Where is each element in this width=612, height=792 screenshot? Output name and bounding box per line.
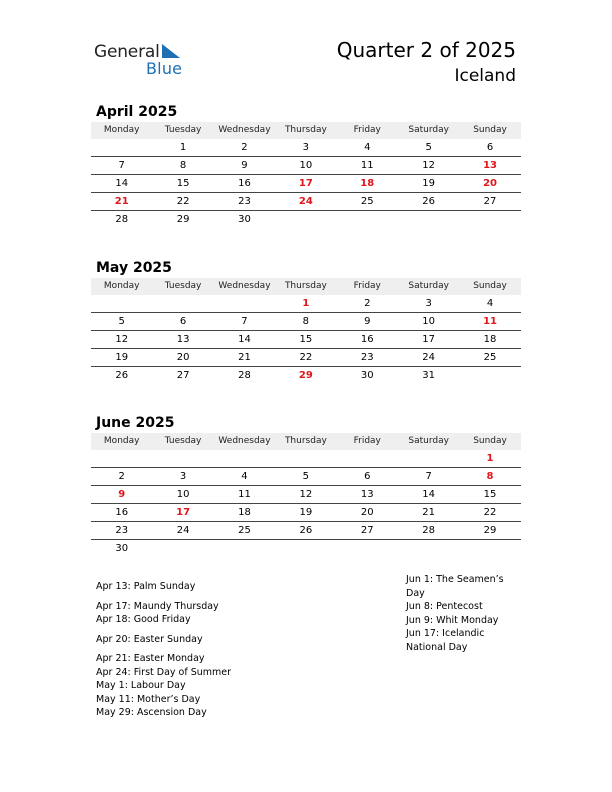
day-cell: 19	[422, 178, 436, 189]
day-cell: 27	[176, 370, 190, 381]
weekday-label: Thursday	[284, 436, 327, 446]
week-row	[91, 367, 521, 384]
week-row	[91, 522, 521, 540]
weekday-label: Tuesday	[164, 281, 202, 291]
day-cell: 17	[176, 507, 191, 518]
logo-general-text: General	[94, 42, 160, 62]
day-cell	[459, 367, 520, 384]
week-row	[91, 450, 521, 468]
day-cell: 8	[486, 471, 494, 482]
day-cell: 12	[115, 334, 129, 345]
weekday-label: Thursday	[284, 125, 327, 135]
week-row	[91, 139, 521, 157]
weekday-label: Friday	[353, 436, 381, 446]
day-cell: 18	[360, 178, 375, 189]
weekday-label: Wednesday	[218, 436, 271, 446]
day-cell: 17	[298, 178, 313, 189]
day-cell: 21	[422, 507, 436, 518]
day-cell: 13	[360, 489, 374, 500]
weekday-label: Sunday	[473, 281, 507, 291]
day-cell: 14	[238, 334, 251, 345]
day-cell: 24	[176, 525, 190, 536]
day-cell: 23	[238, 196, 251, 207]
day-cell: 6	[179, 316, 187, 327]
day-cell: 11	[483, 316, 497, 327]
weekday-label: Monday	[103, 125, 140, 135]
day-cell: 30	[360, 370, 374, 381]
month-april	[91, 102, 521, 228]
day-cell: 6	[486, 142, 494, 153]
holiday-note: Apr 24: First Day of Summer	[96, 666, 232, 678]
holiday-note: Apr 20: Easter Sunday	[96, 633, 203, 645]
day-cell: 26	[299, 525, 313, 536]
day-cell: 1	[302, 298, 310, 309]
month-title: May 2025	[96, 260, 172, 276]
weekday-label: Saturday	[408, 436, 449, 446]
day-cell: 28	[238, 370, 251, 381]
day-cell: 25	[360, 196, 374, 207]
holiday-note: Apr 13: Palm Sunday	[96, 581, 196, 592]
day-cell: 11	[238, 489, 251, 500]
day-cell: 15	[483, 489, 497, 500]
day-cell: 25	[483, 352, 497, 363]
day-cell: 16	[238, 178, 251, 189]
weekday-label: Monday	[103, 281, 140, 291]
day-cell: 8	[179, 160, 187, 171]
holiday-note: Apr 21: Easter Monday	[96, 653, 205, 664]
logo-blue-text: Blue	[146, 59, 183, 78]
day-cell	[91, 139, 152, 156]
day-cell: 19	[115, 352, 129, 363]
day-cell: 24	[422, 352, 436, 363]
day-cell: 14	[422, 489, 436, 500]
week-row	[91, 468, 521, 486]
weekday-label: Monday	[103, 436, 140, 446]
weekday-label: Wednesday	[218, 281, 271, 291]
day-cell	[152, 295, 213, 312]
week-row	[91, 295, 521, 313]
day-cell: 14	[115, 178, 129, 189]
weekday-label: Wednesday	[218, 125, 271, 135]
day-cell: 20	[176, 352, 190, 363]
month-june	[91, 413, 521, 557]
day-cell: 10	[422, 316, 436, 327]
day-cell: 28	[422, 525, 436, 536]
day-cell: 9	[364, 316, 371, 327]
day-cell: 10	[176, 489, 190, 500]
day-cell: 29	[483, 525, 497, 536]
holiday-notes-left	[96, 580, 231, 720]
day-cell: 5	[118, 316, 125, 327]
day-cell: 20	[483, 178, 497, 189]
day-cell: 11	[360, 160, 374, 171]
day-cell	[337, 211, 398, 228]
month-title: June 2025	[96, 415, 175, 431]
month-title: April 2025	[96, 104, 178, 120]
day-cell	[337, 450, 398, 467]
holiday-note: Apr 17: Maundy Thursday	[96, 600, 219, 612]
weekday-label: Saturday	[408, 125, 449, 135]
day-cell: 9	[118, 489, 126, 500]
week-row	[91, 540, 521, 557]
day-cell: 20	[360, 507, 374, 518]
weekday-label: Saturday	[408, 281, 449, 291]
day-cell: 5	[425, 142, 432, 153]
day-cell: 27	[483, 196, 497, 207]
day-cell: 30	[238, 214, 251, 225]
day-cell: 15	[176, 178, 190, 189]
day-cell: 16	[115, 507, 129, 518]
day-cell: 12	[299, 489, 313, 500]
week-row	[91, 504, 521, 522]
holiday-note: Jun 17: Icelandic	[406, 628, 485, 639]
holiday-note: Day	[406, 587, 425, 599]
page-title: Quarter 2 of 2025	[336, 38, 516, 62]
day-cell	[459, 540, 520, 557]
day-cell	[152, 540, 213, 557]
day-cell	[337, 540, 398, 557]
day-cell: 9	[241, 160, 248, 171]
day-cell	[152, 450, 213, 467]
holiday-note: May 29: Ascension Day	[96, 707, 207, 718]
day-cell	[459, 211, 520, 228]
day-cell: 7	[425, 471, 432, 482]
holiday-note: May 1: Labour Day	[96, 680, 186, 691]
week-row	[91, 175, 521, 193]
day-cell: 17	[422, 334, 436, 345]
week-row	[91, 331, 521, 349]
day-cell: 19	[299, 507, 313, 518]
day-cell	[214, 295, 275, 312]
day-cell	[398, 540, 459, 557]
day-cell	[398, 211, 459, 228]
day-cell: 24	[298, 196, 313, 207]
day-cell: 22	[483, 507, 497, 518]
day-cell: 2	[364, 298, 371, 309]
day-cell: 8	[302, 316, 310, 327]
day-cell	[398, 450, 459, 467]
weekday-header	[91, 433, 521, 450]
weekday-header	[91, 278, 521, 295]
holiday-note: May 11: Mother’s Day	[96, 693, 201, 705]
day-cell: 18	[483, 334, 497, 345]
holiday-note: Jun 9: Whit Monday	[406, 614, 499, 626]
day-cell: 3	[179, 471, 187, 482]
day-cell: 12	[422, 160, 436, 171]
day-cell: 4	[364, 142, 371, 153]
day-cell: 4	[486, 298, 494, 309]
day-cell: 25	[238, 525, 251, 536]
day-cell: 15	[299, 334, 313, 345]
weekday-label: Friday	[353, 125, 381, 135]
day-cell: 23	[360, 352, 374, 363]
day-cell: 26	[115, 370, 129, 381]
logo-triangle-icon	[160, 44, 180, 60]
day-cell: 2	[241, 142, 248, 153]
weekday-label: Thursday	[284, 281, 327, 291]
day-cell: 3	[302, 142, 310, 153]
logo	[94, 42, 194, 78]
day-cell: 23	[115, 525, 129, 536]
day-cell: 5	[302, 471, 310, 482]
week-row	[91, 313, 521, 331]
weekday-label: Tuesday	[164, 436, 202, 446]
weekday-label: Tuesday	[164, 125, 202, 135]
day-cell: 2	[118, 471, 125, 482]
holiday-note: Apr 18: Good Friday	[96, 614, 191, 625]
day-cell: 16	[360, 334, 374, 345]
day-cell: 7	[241, 316, 248, 327]
day-cell: 31	[422, 370, 436, 381]
day-cell: 27	[360, 525, 374, 536]
week-row	[91, 349, 521, 367]
day-cell: 30	[115, 543, 129, 554]
day-cell	[91, 450, 152, 467]
day-cell: 18	[238, 507, 251, 518]
day-cell: 22	[299, 352, 313, 363]
day-cell: 28	[115, 214, 129, 225]
day-cell: 4	[241, 471, 248, 482]
day-cell: 26	[422, 196, 436, 207]
day-cell: 6	[364, 471, 371, 482]
week-row	[91, 211, 521, 228]
day-cell	[275, 540, 336, 557]
day-cell: 29	[298, 370, 313, 381]
weekday-label: Sunday	[473, 436, 507, 446]
day-cell	[214, 450, 275, 467]
holiday-note: National Day	[406, 641, 468, 653]
day-cell: 7	[118, 160, 125, 171]
day-cell	[91, 295, 152, 312]
week-row	[91, 193, 521, 211]
weekday-header	[91, 122, 521, 139]
weekday-label: Sunday	[473, 125, 507, 135]
day-cell: 1	[179, 142, 187, 153]
day-cell: 10	[299, 160, 313, 171]
holiday-note: Jun 1: The Seamen’s	[406, 574, 504, 585]
day-cell: 21	[114, 196, 129, 207]
day-cell: 13	[483, 160, 497, 171]
week-row	[91, 157, 521, 175]
day-cell: 1	[486, 453, 494, 464]
day-cell	[214, 540, 275, 557]
day-cell: 29	[176, 214, 190, 225]
day-cell: 21	[238, 352, 251, 363]
country-name: Iceland	[454, 66, 516, 86]
day-cell: 22	[176, 196, 190, 207]
month-may	[91, 258, 521, 384]
day-cell	[275, 211, 336, 228]
day-cell	[275, 450, 336, 467]
holiday-note: Jun 8: Pentecost	[406, 601, 483, 612]
day-cell: 13	[176, 334, 190, 345]
weekday-label: Friday	[353, 281, 381, 291]
day-cell: 3	[425, 298, 432, 309]
holiday-notes-right	[406, 573, 504, 654]
week-row	[91, 486, 521, 504]
